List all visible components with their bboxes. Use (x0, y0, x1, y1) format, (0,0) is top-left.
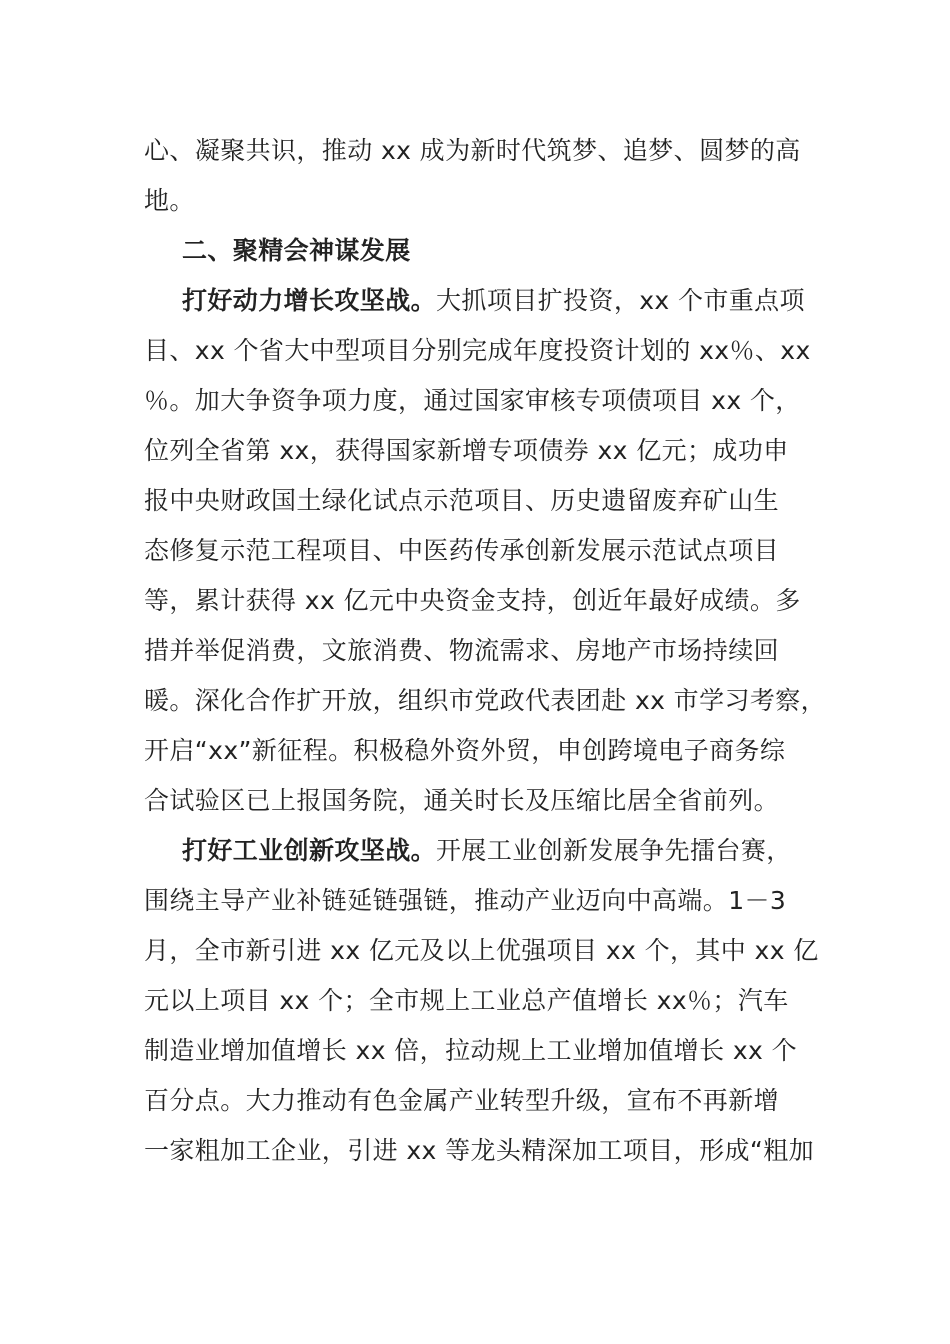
section-heading: 二、聚精会神谋发展 (182, 236, 411, 265)
body-line: 心、凝聚共识，推动 xx 成为新时代筑梦、追梦、圆梦的高 (144, 136, 801, 165)
body-line: 合试验区已上报国务院，通关时长及压缩比居全省前列。 (144, 786, 780, 815)
body-line: 目、xx 个省大中型项目分别完成年度投资计划的 xx％、xx (144, 336, 811, 365)
body-text: 开展工业创新发展争先擂台赛， (436, 836, 792, 865)
paragraph-first-line (144, 276, 810, 326)
body-line: 百分点。大力推动有色金属产业转型升级，宣布不再新增 (144, 1086, 780, 1115)
body-line: 暖。深化合作扩开放，组织市党政代表团赴 xx 市学习考察， (144, 686, 827, 715)
paragraph-industrial-innovation (144, 826, 819, 1176)
body-line: 位列全省第 xx，获得国家新增专项债券 xx 亿元；成功申 (144, 436, 789, 465)
body-line: ％。加大争资争项力度，通过国家审核专项债项目 xx 个， (144, 386, 801, 415)
body-line: 开启“xx”新征程。积极稳外资外贸，申创跨境电子商务综 (144, 736, 786, 765)
body-line: 报中央财政国土绿化试点示范项目、历史遗留废弃矿山生 (144, 486, 780, 515)
body-line: 制造业增加值增长 xx 倍，拉动规上工业增加值增长 xx 个 (144, 1036, 797, 1065)
body-line: 态修复示范工程项目、中医药传承创新发展示范试点项目 (144, 536, 780, 565)
body-line: 地。 (144, 186, 195, 215)
body-line: 等，累计获得 xx 亿元中央资金支持，创近年最好成绩。多 (144, 586, 801, 615)
paragraph-dynamic-growth (144, 276, 827, 826)
paragraph-lead: 打好动力增长攻坚战。 (182, 286, 437, 315)
body-line: 围绕主导产业补链延链强链，推动产业迈向中高端。1－3 (144, 886, 787, 915)
body-line: 一家粗加工企业，引进 xx 等龙头精深加工项目，形成“粗加 (144, 1136, 815, 1165)
paragraph-first-line (144, 826, 810, 876)
body-line: 元以上项目 xx 个；全市规上工业总产值增长 xx％；汽车 (144, 986, 789, 1015)
paragraph-lead: 打好工业创新攻坚战。 (182, 836, 437, 865)
body-line: 措并举促消费，文旅消费、物流需求、房地产市场持续回 (144, 636, 780, 665)
document-body (144, 126, 827, 1176)
body-text: 大抓项目扩投资，xx 个市重点项 (436, 286, 805, 315)
body-line: 月，全市新引进 xx 亿元及以上优强项目 xx 个，其中 xx 亿 (144, 936, 819, 965)
